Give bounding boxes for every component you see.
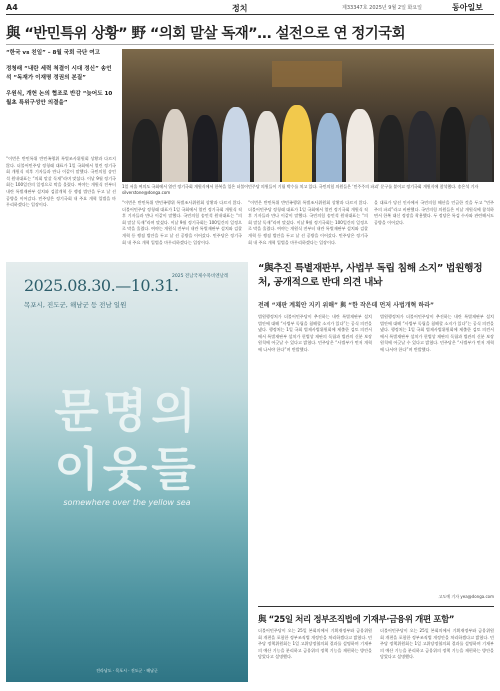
ad-title xyxy=(6,382,248,498)
article3-body-col2: 더불어민주당이 오는 25일 본회의에서 기획재정부와 금융위원회 개편을 포함한 정부조직법 개정안을 처리하겠다고 밝혔다. 민주당 정책위원회는 1일 고위당정협의회 결과를 설명하며 기재부의 예산 기능을 분리하고 금융위의 정책 기능을 재편하는 방안을 담았다고 설명했다. xyxy=(380,628,494,660)
article2-body-col2: 법원행정처가 더불어민주당이 추진하는 내란 특별재판부 설치 법안에 대해 “사법부 독립을 침해할 소지가 있다”는 공식 의견을 냈다. 행정처는 1일 국회 법제사법위원회에 제출한 검토 의견서에서 특별재판부 설치가 헌법상 재판의 독립과 법관의 신분 보장 원칙에 어긋날 수 있다고 밝혔다. 민주당은 “사법부가 먼저 개혁에 나서야 한다”며 반발했다. xyxy=(380,314,494,352)
ad-location: 목포시, 진도군, 해남군 등 전남 일원 xyxy=(24,301,127,309)
main-headline: 與 “반민특위 상황” 野 “의회 말살 독재”… 설전으로 연 정기국회 xyxy=(6,26,405,42)
article2-subhead: 전례 “재판 계획안 지키 위해” 與 “한 작은데 먼저 사법개혁 하라” xyxy=(258,302,434,309)
headline-deck xyxy=(6,49,116,115)
article3-body: 더불어민주당이 오는 25일 본회의에서 기획재정부와 금융위원회 개편을 포함한 정부조직법 개정안을 처리하겠다고 밝혔다. 민주당 정책위원회는 1일 고위당정협의회 결과를 설명하며 기재부의 예산 기능을 분리하고 금융위의 정책 기능을 재편하는 방안을 담았다고 설명했다. xyxy=(258,628,372,660)
headline-rule xyxy=(6,44,494,45)
main-article-body: “이번은 반민특위 반민족행위 특별조사위원회 상황과 다르지 않다. 더불어민주당 정청래 대표가 1일 국회에서 열린 정기국회 개원식 직후 기자들과 만나 이같이 말했다. 국민의힘 송언석 원내대표는 “의회 말살 독재”라며 맞섰다. 이날 9월 정기국회는 100일간의 일정으로 막을 올렸다. 여야는 개원식 전부터 내란 특별재판부 설치와 검찰개혁 등 쟁점 법안을 두고 날 선 공방을 이어갔다. 민주당은 정기국회 내 주요 개혁 입법을 마무리하겠다는 입장이다. xyxy=(6,156,116,208)
article2-body: 법원행정처가 더불어민주당이 추진하는 내란 특별재판부 설치 법안에 대해 “사법부 독립을 침해할 소지가 있다”는 공식 의견을 냈다. 행정처는 1일 국회 법제사법위원회에 제출한 검토 의견서에서 특별재판부 설치가 헌법상 재판의 독립과 법관의 신분 보장 원칙에 어긋날 수 있다고 밝혔다. 민주당은 “사법부가 먼저 개혁에 나서야 한다”며 반발했다. xyxy=(258,314,372,352)
section-label: 정치 xyxy=(232,4,248,13)
page-number: A4 xyxy=(6,3,18,12)
article2-byline: 고도예 기자 yea@donga.com xyxy=(438,594,494,599)
ad-organizer: 2025 전남국제수묵비엔날레 xyxy=(172,274,229,279)
issue-date: 제33347호 2025년 9월 2일 화요일 xyxy=(342,5,422,11)
main-article-right-text: 을 대표가 당선 인사에서 국민의힘 해산을 언급한 것을 두고 “민주주의 파괴”라고 비판했다. 국민의힘 의원들은 이날 개원식에 참석하면서 한복 대신 정장을 착용했다. 두 정당은 특검 수사와 관련해서도 공방을 이어갔다. xyxy=(374,200,494,225)
photo-caption: 1일 서울 여의도 국회에서 열린 정기국회 개원식에서 한복을 입은 더불어민주당 의원들이 기립 박수를 치고 있다. 국민의힘 의원들은 ‘민주주의 파괴’ 문구를 붙이고 정기국회 개원식에 참석했다. 송은석 기자 silverstone@donga.com xyxy=(122,184,479,195)
article2-headline: “與추진 특별재판부, 사법부 독립 침해 소지” 법원행정처, 공개적으로 반대 의견 내놔 xyxy=(258,263,483,288)
article3-headline: 與 “25일 처리 정부조직법에 기재부·금융위 개편 포함” xyxy=(258,615,455,625)
ad-english-subtitle: somewhere over the yellow sea xyxy=(63,498,191,507)
main-article-body-col3: “이번은 반민특위 반민족행위 특별조사위원회 상황과 다르지 않다. 더불어민주당 정청래 대표가 1일 국회에서 열린 정기국회 개원식 직후 기자들과 만나 이같이 말했다. 국민의힘 송언석 원내대표는 “의회 말살 독재”라며 맞섰다. 이날 9월 정기국회는 100일간의 일정으로 막을 올렸다. 여야는 개원식 전부터 내란 특별재판부 설치와 검찰개혁 등 쟁점 법안을 두고 날 선 공방을 이어갔다. 민주당은 정기국회 내 주요 개혁 입법을 마무리하겠다는 입장이다. xyxy=(248,200,368,245)
ad-title-line-1: 문명의 xyxy=(54,384,200,438)
newspaper-name: 동아일보 xyxy=(452,2,483,12)
assembly-photo xyxy=(122,49,494,182)
header-rule xyxy=(6,14,494,15)
deck-line-1: “한국 vs 친일” – 8월 국회 극단 여고 xyxy=(6,50,101,56)
main-article-body-col2: “이번은 반민특위 반민족행위 특별조사위원회 상황과 다르지 않다. 더불어민주당 정청래 대표가 1일 국회에서 열린 정기국회 개원식 직후 기자들과 만나 이같이 말했다. 국민의힘 송언석 원내대표는 “의회 말살 독재”라며 맞섰다. 이날 9월 정기국회는 100일간의 일정으로 막을 올렸다. 여야는 개원식 전부터 내란 특별재판부 설치와 검찰개혁 등 쟁점 법안을 두고 날 선 공방을 이어갔다. 민주당은 정기국회 내 주요 개혁 입법을 마무리하겠다는 입장이다. xyxy=(122,200,242,245)
ad-title-line-2: 이웃들 xyxy=(54,442,200,496)
article3-rule xyxy=(258,606,494,607)
deck-line-3: 우원식, 개헌 논의 협조로 반감 “늦어도 10월초 특위구성안 의결을” xyxy=(6,91,113,106)
ad-date: 2025.08.30.—10.31. xyxy=(24,276,179,295)
biennale-advertisement[interactable] xyxy=(6,262,248,682)
deck-line-2: 정청래 “내란 세력 척결이 시대 정신” 송언석 “독재가 이재명 정권의 본질” xyxy=(6,66,112,81)
ad-sponsors: 전라남도 · 목포시 · 진도군 · 해남군 xyxy=(96,668,158,673)
